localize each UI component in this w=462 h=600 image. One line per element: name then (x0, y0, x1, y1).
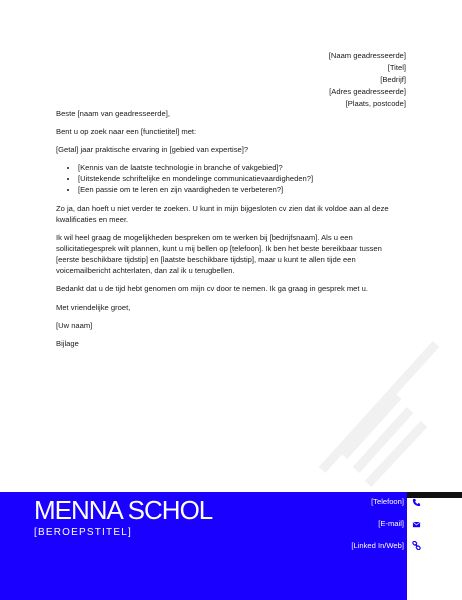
recipient-address: [Adres geadresseerde] (329, 87, 406, 96)
qualification-list (56, 162, 406, 195)
email-icon (412, 520, 421, 529)
closing: Met vriendelijke groet, (56, 303, 131, 312)
paragraph-2: Ik wil heel graag de mogelijkheden bespreken om te werken bij [bedrijfsnaam]. Als u een sollicitatiegesprek wilt plannen, kunt u mij bellen op [telefoon]. Ik ben het beste bereikbaar tussen [eerste beschikbare tijdstip] en [laatste beschikbare tijdstip], maar u kunt te allen tijde een voicemailbericht achterlaten, dan zal ik u terugbellen. (56, 233, 382, 275)
list-item: • [Kennis van de laatste technologie in branche of vakgebied]? (78, 162, 406, 173)
recipient-city: [Plaats, postcode] (345, 99, 406, 108)
footer-banner (0, 492, 462, 600)
experience-line: [Getal] jaar praktische ervaring in [gebied van expertise]? (56, 145, 249, 154)
sender-name: MENNA SCHOL (34, 495, 213, 525)
link-icon (412, 541, 421, 550)
sender-job-title: [BEROEPSTITEL] (34, 527, 132, 538)
list-item: • [Uitstekende schriftelijke en mondelinge communicatievaardigheden?] (78, 173, 406, 184)
enclosure-label: Bijlage (56, 339, 79, 348)
signature-name: [Uw naam] (56, 321, 93, 330)
paragraph-1: Zo ja, dan hoeft u niet verder te zoeken. U kunt in mijn bijgesloten cv zien dat ik voldoe aan al deze kwalificaties en meer. (56, 204, 389, 224)
greeting: Beste [naam van geadresseerde], (56, 109, 170, 118)
recipient-title: [Titel] (387, 63, 406, 72)
paragraph-3: Bedankt dat u de tijd hebt genomen om mijn cv door te nemen. Ik ga graag in gesprek met u. (56, 284, 368, 293)
phone-text: [Telefoon] (371, 497, 404, 506)
recipient-name: [Naam geadresseerde] (328, 51, 406, 60)
recipient-company: [Bedrijf] (380, 75, 406, 84)
intro-line: Bent u op zoek naar een [functietitel] met: (56, 127, 197, 136)
letter-body (56, 108, 406, 301)
signature-block (56, 302, 130, 356)
linkedin-text: [Linked In/Web] (351, 541, 404, 550)
list-item: • [Een passie om te leren en zijn vaardigheden te verbeteren?] (78, 184, 406, 195)
recipient-block (329, 50, 406, 110)
email-text: [E-mail] (378, 519, 404, 528)
phone-icon (412, 498, 421, 507)
